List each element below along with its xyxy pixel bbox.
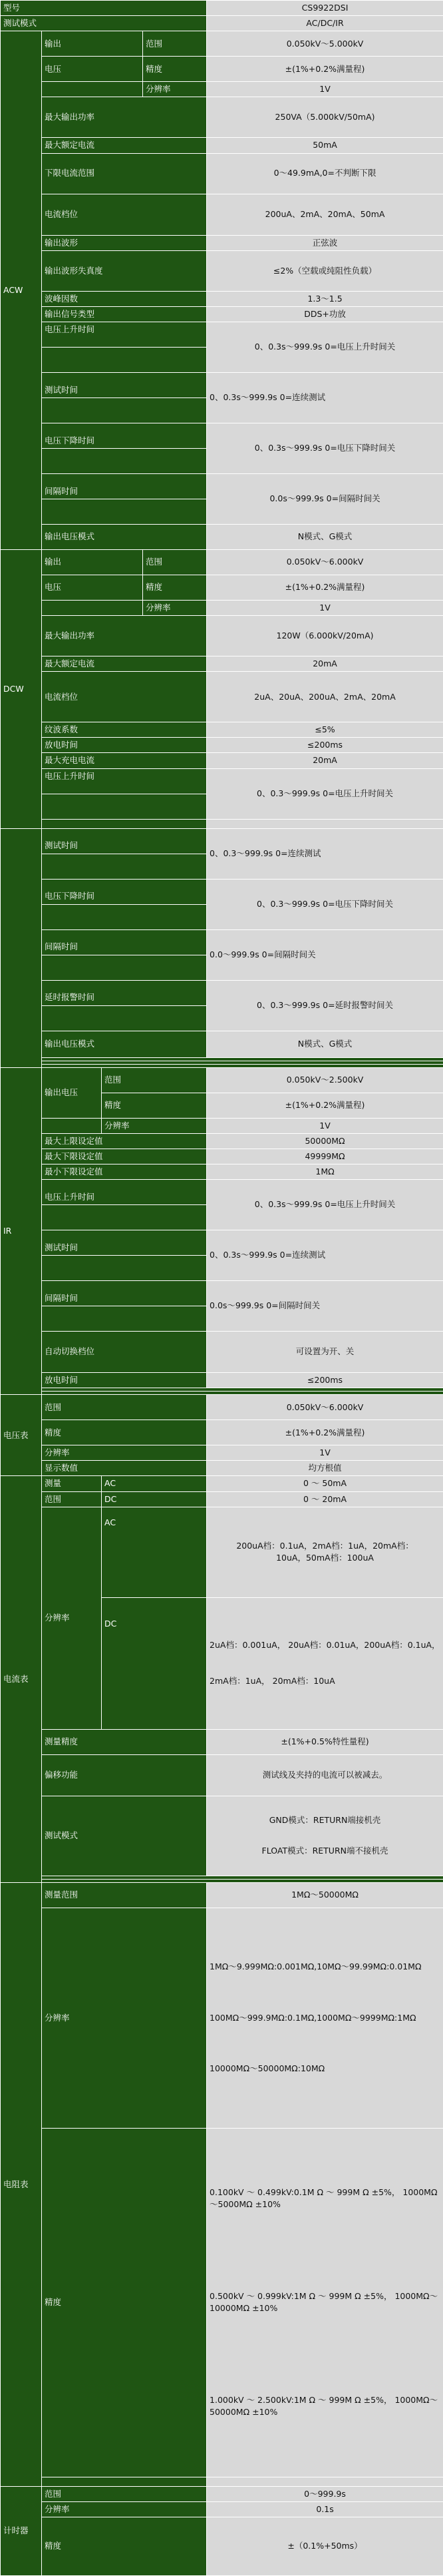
acw-accuracy-row xyxy=(1,57,443,82)
acw-interval-label: 间隔时间 xyxy=(42,473,207,499)
ir-section-title: IR xyxy=(1,1067,42,1395)
dcw-section-title: DCW xyxy=(1,549,42,828)
dcw-range-label: 范围 xyxy=(143,549,207,575)
ir-interval-value: 0.0s～999.9s 0=间隔时间关 xyxy=(207,1281,443,1332)
ir-accuracy-label: 精度 xyxy=(102,1093,207,1118)
voltmeter-range-label: 范围 xyxy=(42,1395,207,1420)
ir-discharge-value: ≤200ms xyxy=(207,1373,443,1388)
dcw-interval-row xyxy=(1,929,443,955)
dcw-fall-value: 0、0.3～999.9s 0=电压下降时间关 xyxy=(207,879,443,929)
acw-out-mode-label: 输出电压模式 xyxy=(42,524,207,549)
ir-min-lower-row xyxy=(1,1164,443,1179)
ir-out-voltage-label: 输出电压 xyxy=(42,1067,102,1118)
acw-fall-label: 电压下降时间 xyxy=(42,423,207,448)
ammeter-res-ac-label: AC xyxy=(102,1507,207,1597)
ammeter-dc-range: 0 ～ 20mA xyxy=(207,1491,443,1507)
row-model xyxy=(1,1,443,16)
timer-resolution-label: 分辨率 xyxy=(42,2501,207,2517)
ammeter-measure-label: 测量 xyxy=(42,1476,102,1491)
dcw-resolution-value: 1V xyxy=(207,600,443,615)
voltmeter-accuracy-label: 精度 xyxy=(42,1420,207,1445)
ir-interval-row xyxy=(1,1281,443,1306)
model-label: 型号 xyxy=(1,1,207,16)
ammeter-test-mode-row xyxy=(1,1796,443,1876)
acw-max-power-value: 250VA（5.000kV/50mA) xyxy=(207,97,443,138)
timer-range-row xyxy=(1,2486,443,2501)
ammeter-range-label: 范围 xyxy=(42,1491,102,1507)
dcw-max-power-row xyxy=(1,616,443,656)
ir-test-time-label: 测试时间 xyxy=(42,1230,207,1256)
dcw-current-gear-label: 电流档位 xyxy=(42,672,207,722)
acw-max-current-value: 50mA xyxy=(207,138,443,153)
acw-max-current-label: 最大额定电流 xyxy=(42,138,207,153)
acw-distortion-label: 输出波形失真度 xyxy=(42,250,207,291)
dcw-delay-row xyxy=(1,980,443,1005)
acw-waveform-row xyxy=(1,235,443,250)
ir-resolution-row xyxy=(1,1118,443,1133)
ir-min-lower-label: 最小下限设定值 xyxy=(42,1164,207,1179)
acw-rise-value: 0、0.3s～999.9s 0=电压上升时间关 xyxy=(207,322,443,372)
acw-current-gear-label: 电流档位 xyxy=(42,194,207,235)
voltmeter-resolution-row xyxy=(1,1445,443,1461)
acw-accuracy-label: 精度 xyxy=(143,57,207,82)
acw-section-title: ACW xyxy=(1,31,42,550)
ohmmeter-range-value: 1MΩ～50000MΩ xyxy=(207,1882,443,1908)
acw-lower-limit-value: 0～49.9mA,0=不判断下限 xyxy=(207,153,443,194)
ammeter-ac-range-row xyxy=(1,1476,443,1491)
dcw-rise-row xyxy=(1,768,443,794)
voltmeter-section-title: 电压表 xyxy=(1,1395,42,1476)
dcw-ripple-row xyxy=(1,722,443,738)
ammeter-bias-row xyxy=(1,1754,443,1796)
ammeter-float-mode: FLOAT模式：RETURN端不接机壳 xyxy=(210,1845,440,1857)
acw-waveform-value: 正弦波 xyxy=(207,235,443,250)
voltmeter-range-row xyxy=(1,1395,443,1420)
ohmmeter-acc-line-2: 0.500kV ～ 0.999kV:1M Ω ～ 999M Ω ±5%， 1000MΩ～10000MΩ ±10% xyxy=(210,2290,440,2314)
dcw-delay-value: 0、0.3～999.9s 0=延时报警时间关 xyxy=(207,980,443,1031)
ammeter-resolution-label: 分辨率 xyxy=(42,1507,102,1729)
ammeter-dc-res-line-2: 2mA档：1uA， 20mA档：10uA xyxy=(210,1675,440,1687)
ohmmeter-section-title: 电阻表 xyxy=(1,1882,42,2486)
ammeter-test-mode-value xyxy=(207,1796,443,1876)
ammeter-res-dc-label: DC xyxy=(102,1597,207,1729)
voltmeter-accuracy-value: ±(1%+0.2%满量程) xyxy=(207,1420,443,1445)
dcw-range-value: 0.050kV～6.000kV xyxy=(207,549,443,575)
ohmmeter-accuracy-value xyxy=(207,2128,443,2477)
dcw-fall-label: 电压下降时间 xyxy=(42,879,207,904)
acw-crest-label: 波峰因数 xyxy=(42,291,207,306)
ir-range-value: 0.050kV～2.500kV xyxy=(207,1067,443,1093)
acw-distortion-value: ≤2%（空载或纯阻性负载） xyxy=(207,250,443,291)
acw-voltage-label: 电压 xyxy=(42,57,143,82)
dcw-out-mode-value: N模式、G模式 xyxy=(207,1031,443,1057)
dcw-accuracy-value: ±(1%+0.2%满量程) xyxy=(207,575,443,600)
acw-range-row xyxy=(1,31,443,57)
dcw-accuracy-row xyxy=(1,575,443,600)
ir-rise-row xyxy=(1,1180,443,1205)
acw-crest-row xyxy=(1,291,443,306)
dcw-range-row xyxy=(1,549,443,575)
dcw-charge-value: 20mA xyxy=(207,753,443,768)
ammeter-ac-res-line-2: 10uA，50mA档：100uA xyxy=(210,1552,440,1564)
acw-current-gear-value: 200uA、2mA、20mA、50mA xyxy=(207,194,443,235)
ammeter-ac-label: AC xyxy=(102,1476,207,1491)
timer-resolution-row xyxy=(1,2501,443,2517)
acw-rise-label: 电压上升时间 xyxy=(42,322,207,347)
ir-resolution-value: 1V xyxy=(207,1118,443,1133)
ir-auto-gear-label: 自动切换档位 xyxy=(42,1332,207,1373)
ohmmeter-resolution-value xyxy=(207,1908,443,2128)
acw-signal-value: DDS+功放 xyxy=(207,306,443,322)
dcw-accuracy-label: 精度 xyxy=(143,575,207,600)
ir-lower-row xyxy=(1,1149,443,1164)
ir-discharge-row xyxy=(1,1373,443,1388)
ammeter-ac-res-value xyxy=(207,1507,443,1597)
acw-crest-value: 1.3～1.5 xyxy=(207,291,443,306)
voltmeter-display-value: 均方根值 xyxy=(207,1461,443,1476)
ir-rise-value: 0、0.3s～999.9s 0=电压上升时间关 xyxy=(207,1180,443,1230)
ammeter-ac-range: 0 ～ 50mA xyxy=(207,1476,443,1491)
dcw-test-time-row xyxy=(1,828,443,854)
dcw-max-power-value: 120W（6.000kV/20mA) xyxy=(207,616,443,656)
dcw-ripple-label: 纹波系数 xyxy=(42,722,207,738)
voltmeter-range-value: 0.050kV～6.000kV xyxy=(207,1395,443,1420)
acw-distortion-row xyxy=(1,250,443,291)
dcw-resolution-label: 分辨率 xyxy=(143,600,207,615)
voltmeter-resolution-value: 1V xyxy=(207,1445,443,1461)
acw-range-label: 范围 xyxy=(143,31,207,57)
ir-upper-value: 50000MΩ xyxy=(207,1133,443,1149)
ammeter-accuracy-row xyxy=(1,1729,443,1754)
dcw-current-gear-value: 2uA、20uA、200uA、2mA、20mA xyxy=(207,672,443,722)
ammeter-bias-value: 测试线及夹持的电流可以被减去。 xyxy=(207,1754,443,1796)
timer-accuracy-label: 精度 xyxy=(42,2517,207,2575)
acw-resolution-value: 1V xyxy=(207,82,443,97)
test-mode-value: AC/DC/IR xyxy=(207,16,443,31)
dcw-fall-row xyxy=(1,879,443,904)
acw-test-time-row xyxy=(1,372,443,397)
ir-test-time-value: 0、0.3s～999.9s 0=连续测试 xyxy=(207,1230,443,1281)
ammeter-dc-range-row xyxy=(1,1491,443,1507)
timer-range-value: 0～999.9s xyxy=(207,2486,443,2501)
dcw-current-gear-row xyxy=(1,672,443,722)
acw-fall-value: 0、0.3s～999.9s 0=电压下降时间关 xyxy=(207,423,443,473)
ir-resolution-label: 分辨率 xyxy=(102,1118,207,1133)
ohmmeter-res-line-3: 10000MΩ～50000MΩ:10MΩ xyxy=(210,2063,440,2075)
ammeter-gnd-mode: GND模式：RETURN端接机壳 xyxy=(210,1814,440,1826)
dcw-test-time-label: 测试时间 xyxy=(42,828,207,854)
dcw-max-current-value: 20mA xyxy=(207,656,443,672)
acw-fall-row xyxy=(1,423,443,448)
ir-auto-gear-row xyxy=(1,1332,443,1373)
ammeter-bias-label: 偏移功能 xyxy=(42,1754,207,1796)
acw-max-power-label: 最大输出功率 xyxy=(42,97,207,138)
dcw-rise-label: 电压上升时间 xyxy=(42,768,207,794)
dcw-max-power-label: 最大输出功率 xyxy=(42,616,207,656)
ir-lower-value: 49999MΩ xyxy=(207,1149,443,1164)
timer-accuracy-value: ±（0.1%+50ms） xyxy=(207,2517,443,2575)
dcw-discharge-label: 放电时间 xyxy=(42,738,207,753)
ammeter-ac-res-row xyxy=(1,1507,443,1597)
voltmeter-display-row xyxy=(1,1461,443,1476)
acw-output-label: 输出 xyxy=(42,31,143,57)
dcw-max-current-label: 最大额定电流 xyxy=(42,656,207,672)
timer-resolution-value: 0.1s xyxy=(207,2501,443,2517)
test-mode-label: 测试模式 xyxy=(1,16,207,31)
dcw-out-mode-label: 输出电压模式 xyxy=(42,1031,207,1057)
ohmmeter-accuracy-label: 精度 xyxy=(42,2128,207,2477)
ir-discharge-label: 放电时间 xyxy=(42,1373,207,1388)
acw-range-value: 0.050kV～5.000kV xyxy=(207,31,443,57)
model-value: CS9922DSI xyxy=(207,1,443,16)
dcw-rise-value: 0、0.3～999.9s 0=电压上升时间关 xyxy=(207,768,443,819)
acw-rise-row xyxy=(1,322,443,347)
acw-max-power-row xyxy=(1,97,443,138)
dcw-discharge-row xyxy=(1,738,443,753)
ohmmeter-res-line-1: 1MΩ～9.999MΩ:0.001MΩ,10MΩ～99.99MΩ:0.01MΩ xyxy=(210,1961,440,1973)
ohmmeter-accuracy-row xyxy=(1,2128,443,2477)
acw-interval-row xyxy=(1,473,443,499)
dcw-discharge-value: ≤200ms xyxy=(207,738,443,753)
acw-test-time-value: 0、0.3s～999.9s 0=连续测试 xyxy=(207,372,443,423)
acw-current-gear-row xyxy=(1,194,443,235)
voltmeter-accuracy-row xyxy=(1,1420,443,1445)
acw-lower-limit-label: 下限电流范围 xyxy=(42,153,207,194)
ammeter-dc-res-value xyxy=(207,1597,443,1729)
acw-resolution-row xyxy=(1,82,443,97)
ammeter-dc-label: DC xyxy=(102,1491,207,1507)
acw-accuracy-value: ±(1%+0.2%满量程) xyxy=(207,57,443,82)
timer-section-title: 计时器 xyxy=(1,2486,42,2575)
dcw-delay-label: 延时报警时间 xyxy=(42,980,207,1005)
ohmmeter-acc-line-3: 1.000kV ～ 2.500kV:1M Ω ～ 999M Ω ±5%， 1000MΩ～50000MΩ ±10% xyxy=(210,2394,440,2418)
dcw-test-time-value: 0、0.3～999.9s 0=连续测试 xyxy=(207,828,443,879)
acw-waveform-label: 输出波形 xyxy=(42,235,207,250)
ohmmeter-range-row xyxy=(1,1882,443,1908)
ir-range-label: 范围 xyxy=(102,1067,207,1093)
acw-max-current-row xyxy=(1,138,443,153)
acw-resolution-label: 分辨率 xyxy=(143,82,207,97)
acw-signal-row xyxy=(1,306,443,322)
timer-accuracy-row xyxy=(1,2517,443,2575)
acw-out-mode-row xyxy=(1,524,443,549)
ammeter-ac-res-line-1: 200uA档：0.1uA，2mA档：1uA，20mA档： xyxy=(210,1540,440,1552)
dcw-charge-label: 最大充电电流 xyxy=(42,753,207,768)
ammeter-accuracy-label: 测量精度 xyxy=(42,1729,207,1754)
dcw-interval-value: 0.0～999.9s 0=间隔时间关 xyxy=(207,929,443,980)
ir-auto-gear-value: 可设置为开、关 xyxy=(207,1332,443,1373)
acw-signal-label: 输出信号类型 xyxy=(42,306,207,322)
ir-interval-label: 间隔时间 xyxy=(42,1281,207,1306)
acw-lower-limit-row xyxy=(1,153,443,194)
ohmmeter-res-line-2: 100MΩ～999.9MΩ:0.1MΩ,1000MΩ～9999MΩ:1MΩ xyxy=(210,2012,440,2024)
ohmmeter-range-label: 测量范围 xyxy=(42,1882,207,1908)
acw-test-time-label: 测试时间 xyxy=(42,372,207,397)
ir-accuracy-value: ±(1%+0.2%满量程) xyxy=(207,1093,443,1118)
ir-test-time-row xyxy=(1,1230,443,1256)
ir-range-row xyxy=(1,1067,443,1093)
ir-min-lower-value: 1MΩ xyxy=(207,1164,443,1179)
timer-range-label: 范围 xyxy=(42,2486,207,2501)
ir-lower-label: 最大下限设定值 xyxy=(42,1149,207,1164)
row-test-mode xyxy=(1,16,443,31)
dcw-resolution-row xyxy=(1,600,443,615)
ir-upper-label: 最大上限设定值 xyxy=(42,1133,207,1149)
ohmmeter-resolution-label: 分辨率 xyxy=(42,1908,207,2128)
ammeter-section-title: 电流表 xyxy=(1,1476,42,1882)
voltmeter-resolution-label: 分辨率 xyxy=(42,1445,207,1461)
ohmmeter-resolution-row xyxy=(1,1908,443,2128)
dcw-out-mode-row xyxy=(1,1031,443,1057)
ir-upper-row xyxy=(1,1133,443,1149)
acw-interval-value: 0.0s～999.9s 0=间隔时间关 xyxy=(207,473,443,524)
voltmeter-display-label: 显示数值 xyxy=(42,1461,207,1476)
dcw-output-label: 输出 xyxy=(42,549,143,575)
ammeter-dc-res-line-1: 2uA档：0.001uA， 20uA档：0.01uA，200uA档：0.1uA， xyxy=(210,1639,440,1651)
ammeter-accuracy-value: ±(1%+0.5%特性量程) xyxy=(207,1729,443,1754)
dcw-ripple-value: ≤5% xyxy=(207,722,443,738)
ir-rise-label: 电压上升时间 xyxy=(42,1180,207,1205)
ohmmeter-acc-line-1: 0.100kV ～ 0.499kV:0.1M Ω ～ 999M Ω ±5%， 1000MΩ～5000MΩ ±10% xyxy=(210,2187,440,2210)
ammeter-test-mode-label: 测试模式 xyxy=(42,1796,207,1876)
dcw-interval-label: 间隔时间 xyxy=(42,929,207,955)
acw-out-mode-value: N模式、G模式 xyxy=(207,524,443,549)
dcw-max-current-row xyxy=(1,656,443,672)
dcw-voltage-label: 电压 xyxy=(42,575,143,600)
dcw-charge-row xyxy=(1,753,443,768)
